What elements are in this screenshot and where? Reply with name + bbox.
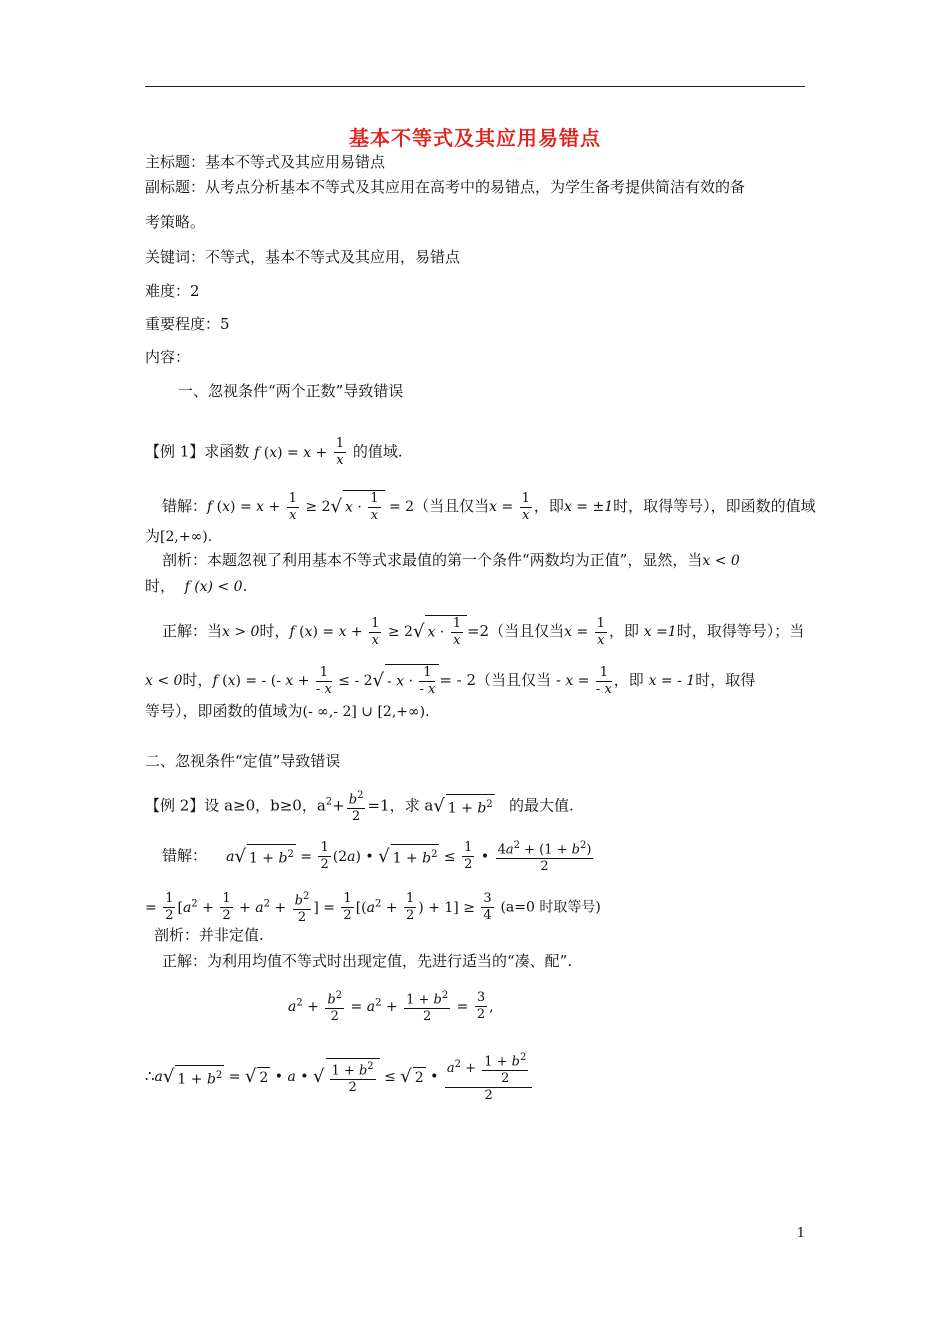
subtitle-line-2: 考策略。 bbox=[145, 213, 206, 231]
main-title-line: 主标题：基本不等式及其应用易错点 bbox=[145, 153, 386, 171]
wrong-solution-x-eq: x = $\frac{1}{x}$ bbox=[489, 490, 530, 523]
wrong-solution-2 bbox=[162, 838, 595, 875]
wrong-solution-2-label: 错解： bbox=[162, 846, 208, 865]
negative-equation: f (x) = - (- x + $\frac{1}{- x}$ ≤ - 2√ - x · $\frac{1}{- x}$ bbox=[212, 673, 439, 689]
wrong-solution-2-line-2 bbox=[145, 889, 601, 926]
wrong-solution-2-expansion: = $\frac{1}{2}$ [$a^2$ + $\frac{1}{2}$ + $a^2$ + $\frac{b^2}{2}$ ] = $\frac{1}{2}$ [($a^2$ + $\frac{1}{2}$ ) + 1] ≥ $\frac{3}{4}$ bbox=[145, 891, 492, 926]
section-1-heading: 一、忽视条件“两个正数”导致错误 bbox=[178, 382, 404, 400]
correct-solution-x-eq: x = $\frac{1}{x}$ bbox=[564, 615, 605, 648]
wrong-solution-x-value: x = ±1 bbox=[563, 499, 614, 515]
analysis-1-when: 时， bbox=[145, 577, 176, 595]
example-1-label: 【例 1】求函数 bbox=[145, 442, 250, 461]
example-1 bbox=[145, 436, 403, 469]
correct-solution-eq-tail: =2（当且仅当 bbox=[466, 622, 565, 640]
wrong-solution-end: 时，取得等号），即函数的值域 bbox=[613, 497, 816, 515]
example-1-tail: 的值域. bbox=[352, 442, 403, 461]
analysis-1 bbox=[162, 550, 740, 571]
negative-x-value: x = - 1 bbox=[648, 673, 696, 689]
example-2-label: 【例 2】设 a≥0，b≥0，a bbox=[145, 796, 326, 815]
therefore-symbol: ∴ bbox=[145, 1067, 155, 1086]
wrong-range-value: [2,+∞). bbox=[160, 529, 213, 545]
content-label: 内容： bbox=[145, 348, 191, 366]
correct-solution-2-step-2 bbox=[145, 1050, 534, 1104]
negative-when: 时， bbox=[182, 671, 213, 689]
negative-eq-tail: = - 2（当且仅当 - bbox=[439, 671, 561, 689]
wrong-solution-1 bbox=[162, 490, 816, 524]
wrong-solution-2-note: (a=0 时取等号) bbox=[500, 899, 601, 916]
analysis-2: 剖析：并非定值. bbox=[154, 926, 264, 944]
step-1-equation: $a^2$ + $\frac{b^2}{2}$ = $a^2$ + $\frac{1 + b^2}{2}$ = $\frac{3}{2}$ , bbox=[288, 990, 494, 1025]
correct-solution-1: 正解：当x > 0时，f (x) = x + $\frac{1}{x}$ ≥ 2√ x · $\frac{1}{x}$ =2（当且仅当x = $\frac{1}{x}$ ，即 x =1时，取得等号）；当 bbox=[162, 615, 805, 648]
example-2: 【例 2】设 a≥0，b≥0，$a^2+$ $\frac{b^2}{2}$ =1，求 a√ $1 + b^2$ 的最大值. bbox=[145, 790, 574, 825]
wrong-solution-label: 错解： bbox=[162, 497, 208, 515]
correct-solution-condition: x > 0 bbox=[222, 624, 260, 640]
analysis-1-condition: x < 0 bbox=[702, 553, 740, 569]
document-title: 基本不等式及其应用易错点 bbox=[349, 126, 601, 150]
negative-condition: x < 0 bbox=[145, 673, 183, 689]
correct-solution-end: 时，取得等号）；当 bbox=[676, 622, 805, 640]
wrong-solution-equation: f (x) = x + $\frac{1}{x}$ ≥ 2√ x · $\frac{1}{x}$ = 2 bbox=[207, 490, 415, 523]
importance-line: 重要程度：5 bbox=[145, 315, 230, 333]
step-2-equation: a√ $1 + b^2$ = √ 2 • a • √ $\frac{1 + b^2}{2}$ ≤ √ 2 • $a^2$ + $\frac{1 + b^2}{2}$ 2 bbox=[155, 1069, 535, 1085]
correct-solution-when: 时， bbox=[259, 622, 290, 640]
negative-end: 时，取得 bbox=[695, 671, 756, 689]
final-range-1 bbox=[145, 701, 430, 722]
wrong-solution-2-equation: a√ $1 + b^2$ = $\frac{1}{2}$ (2a) • √ $1 + b^2$ ≤ $\frac{1}{2}$ • $\frac{4a^2 + (1 + b^2)}{2}$ bbox=[226, 840, 592, 875]
correct-solution-2-step-1 bbox=[288, 988, 494, 1025]
example-1-function: f (x) = x + $\frac{1}{x}$ bbox=[254, 436, 345, 468]
subtitle-line-1: 副标题：从考点分析基本不等式及其应用在高考中的易错点，为学生备考提供简洁有效的备 bbox=[145, 178, 746, 196]
analysis-1-text: 剖析：本题忽视了利用基本不等式求最值的第一个条件“两数均为正值”，显然，当 bbox=[162, 551, 703, 569]
wrong-solution-then: ，即 bbox=[533, 497, 564, 515]
correct-solution-negative: x < 0时，f (x) = - (- x + $\frac{1}{- x}$ ≤ - 2√ - x · $\frac{1}{- x}$ = - 2（当且仅当 - x = $\frac{1}{- x}$ ，即 x = - 1时，取得 bbox=[145, 664, 756, 697]
example-2-mid: =1，求 a bbox=[367, 796, 434, 815]
difficulty-line: 难度：2 bbox=[145, 282, 200, 300]
wrong-range-prefix: 为 bbox=[145, 527, 161, 545]
final-range-text: 等号），即函数的值域为 bbox=[145, 702, 303, 720]
keywords-line: 关键词：不等式，基本不等式及其应用，易错点 bbox=[145, 248, 461, 266]
analysis-1-fx: f (x) < 0 bbox=[184, 579, 243, 595]
example-2-tail: 的最大值. bbox=[508, 796, 574, 815]
section-2-heading: 二、忽视条件“定值”导致错误 bbox=[145, 752, 341, 770]
header-rule bbox=[145, 86, 805, 87]
correct-solution-equation: f (x) = x + $\frac{1}{x}$ ≥ 2√ x · $\frac{1}{x}$ bbox=[289, 624, 467, 640]
negative-x-eq: x = $\frac{1}{- x}$ bbox=[565, 664, 612, 697]
page-number: 1 bbox=[796, 1226, 805, 1241]
wrong-solution-condition: （当且仅当 bbox=[414, 497, 490, 515]
correct-solution-2: 正解：为利用均值不等式时出现定值，先进行适当的“凑、配”. bbox=[162, 952, 573, 970]
wrong-solution-range bbox=[145, 526, 212, 547]
correct-solution-label: 正解：当 bbox=[162, 622, 223, 640]
analysis-1-cont: 时， f (x) < 0. bbox=[145, 577, 248, 595]
correct-solution-x-value: x =1 bbox=[643, 624, 677, 640]
final-range-value: (- ∞,- 2] ∪ [2,+∞). bbox=[302, 704, 430, 720]
